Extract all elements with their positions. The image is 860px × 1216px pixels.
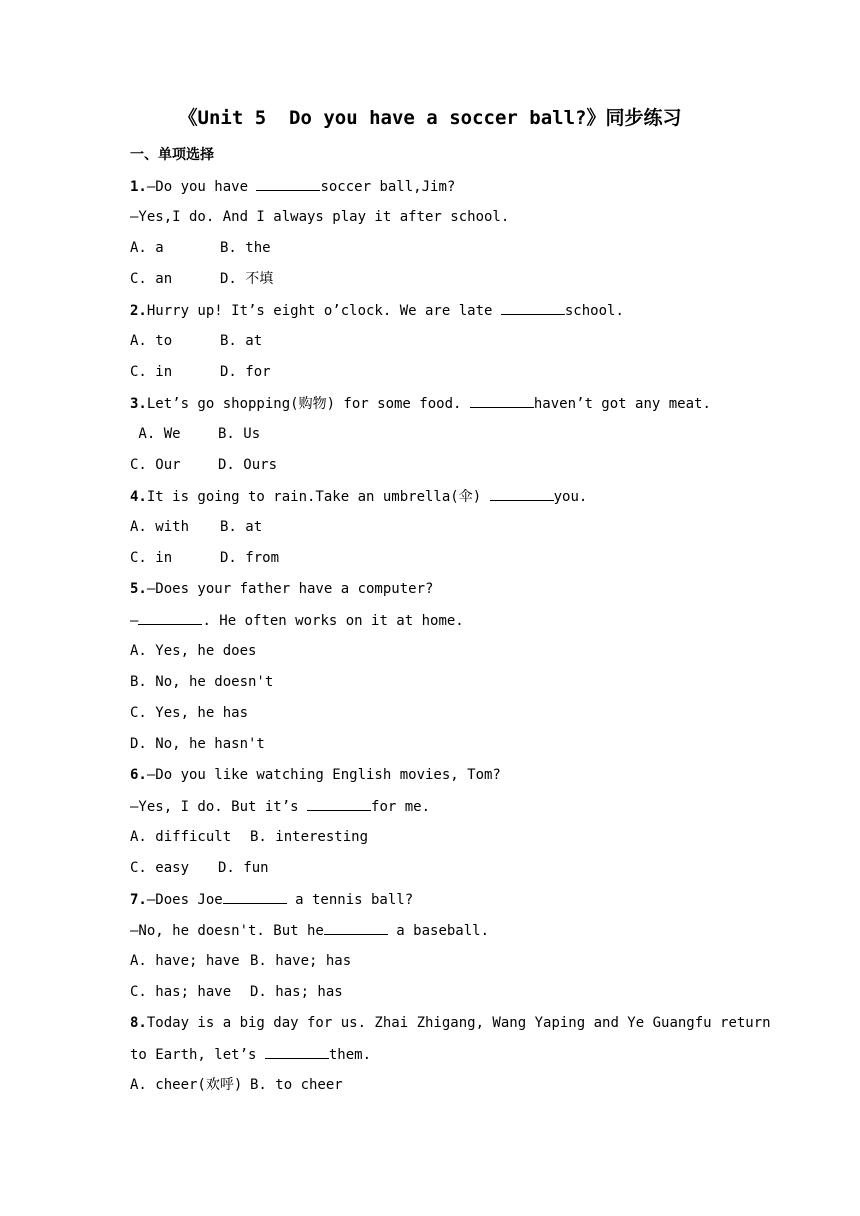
reply-text: —Yes, I do. But it’s xyxy=(130,799,308,815)
options-row xyxy=(130,548,279,568)
answer-blank xyxy=(265,1044,329,1059)
reply-text-end: a baseball. xyxy=(387,923,490,939)
option-d: D. 不填 xyxy=(220,271,274,287)
option-b: B. the xyxy=(220,240,271,256)
option-c: C. easy xyxy=(130,860,190,876)
reply-text: —No, he doesn't. But he xyxy=(130,923,324,939)
option-a: A. Yes, he does xyxy=(130,643,257,659)
question-1-reply: —Yes,I do. And I always play it after school. xyxy=(130,209,510,225)
options-row xyxy=(130,362,271,382)
question-text-end: them. xyxy=(328,1047,372,1063)
options-row xyxy=(130,424,260,444)
options-row xyxy=(130,982,343,1002)
option-a: A. a xyxy=(130,240,164,256)
option-a: A. to xyxy=(130,333,173,349)
option-b: B. at xyxy=(220,519,263,535)
question-8 xyxy=(130,1013,771,1033)
question-number: 4. xyxy=(130,489,147,505)
question-number: 8. xyxy=(130,1015,147,1031)
question-text-end: a tennis ball? xyxy=(286,892,414,908)
option-c: C. Yes, he has xyxy=(130,705,249,721)
question-text-end: soccer ball,Jim? xyxy=(320,179,456,195)
question-text: Let’s go shopping(购物) for some food. xyxy=(146,396,470,412)
question-number: 7. xyxy=(130,892,147,908)
question-text-end: haven’t got any meat. xyxy=(533,396,711,412)
answer-blank xyxy=(501,300,565,315)
question-number: 1. xyxy=(130,179,147,195)
option-b: B. have; has xyxy=(250,953,352,969)
option-a: A. cheer(欢呼) xyxy=(130,1077,243,1093)
question-6 xyxy=(130,765,501,785)
options-row xyxy=(130,269,273,289)
question-4 xyxy=(130,486,587,506)
option-d: D. fun xyxy=(218,860,269,876)
options-row xyxy=(130,951,351,971)
option-d: D. No, he hasn't xyxy=(130,736,265,752)
reply-dash: — xyxy=(130,613,139,629)
question-text: Today is a big day for us. Zhai Zhigang, Wang Yaping and Ye Guangfu return xyxy=(146,1015,771,1031)
option-d: D. has; has xyxy=(250,984,343,1000)
question-3 xyxy=(130,393,711,413)
option-b: B. to cheer xyxy=(250,1077,343,1093)
options-row xyxy=(130,827,368,847)
answer-blank xyxy=(256,176,320,191)
option-b: B. No, he doesn't xyxy=(130,674,274,690)
question-8-continued xyxy=(130,1044,371,1064)
question-text-end: you. xyxy=(553,489,588,505)
section-heading: 一、单项选择 xyxy=(130,147,214,163)
options-row xyxy=(130,517,262,537)
options-row xyxy=(130,331,262,351)
answer-blank xyxy=(470,393,534,408)
question-text: to Earth, let’s xyxy=(130,1047,265,1063)
question-2 xyxy=(130,300,624,320)
question-6-reply xyxy=(130,796,430,816)
question-text: —Do you like watching English movies, Tom? xyxy=(146,767,501,783)
question-text: —Does Joe xyxy=(146,892,223,908)
answer-blank xyxy=(307,796,371,811)
question-5 xyxy=(130,579,433,599)
answer-blank xyxy=(138,610,202,625)
question-5-reply xyxy=(130,610,464,630)
options-row xyxy=(130,1075,343,1095)
option-b: B. at xyxy=(220,333,263,349)
question-text: —Do you have xyxy=(146,179,257,195)
question-number: 2. xyxy=(130,303,147,319)
question-7 xyxy=(130,889,413,909)
question-number: 5. xyxy=(130,581,147,597)
answer-blank xyxy=(223,889,287,904)
option-d: D. from xyxy=(220,550,280,566)
option-d: D. for xyxy=(220,364,271,380)
option-b: B. interesting xyxy=(250,829,369,845)
options-row xyxy=(130,455,277,475)
question-number: 3. xyxy=(130,396,147,412)
option-a: A. with xyxy=(130,519,190,535)
question-1 xyxy=(130,176,455,196)
options-row xyxy=(130,238,271,258)
option-b: B. Us xyxy=(218,426,261,442)
page-title: 《Unit 5 Do you have a soccer ball?》同步练习 xyxy=(178,107,682,129)
option-c: C. Our xyxy=(130,457,181,473)
option-c: C. an xyxy=(130,271,173,287)
option-c: C. has; have xyxy=(130,984,232,1000)
option-a: A. We xyxy=(130,426,181,442)
question-text: Hurry up! It’s eight o’clock. We are late xyxy=(146,303,501,319)
question-text: It is going to rain.Take an umbrella(伞) xyxy=(146,489,490,505)
option-c: C. in xyxy=(130,364,173,380)
question-7-reply xyxy=(130,920,489,940)
question-number: 6. xyxy=(130,767,147,783)
reply-text: . He often works on it at home. xyxy=(202,613,464,629)
option-a: A. have; have xyxy=(130,953,240,969)
question-text: —Does your father have a computer? xyxy=(146,581,434,597)
option-c: C. in xyxy=(130,550,173,566)
option-a: A. difficult xyxy=(130,829,232,845)
answer-blank xyxy=(324,920,388,935)
option-d: D. Ours xyxy=(218,457,278,473)
question-text-end: school. xyxy=(564,303,624,319)
reply-text-end: for me. xyxy=(371,799,431,815)
answer-blank xyxy=(490,486,554,501)
options-row xyxy=(130,858,269,878)
